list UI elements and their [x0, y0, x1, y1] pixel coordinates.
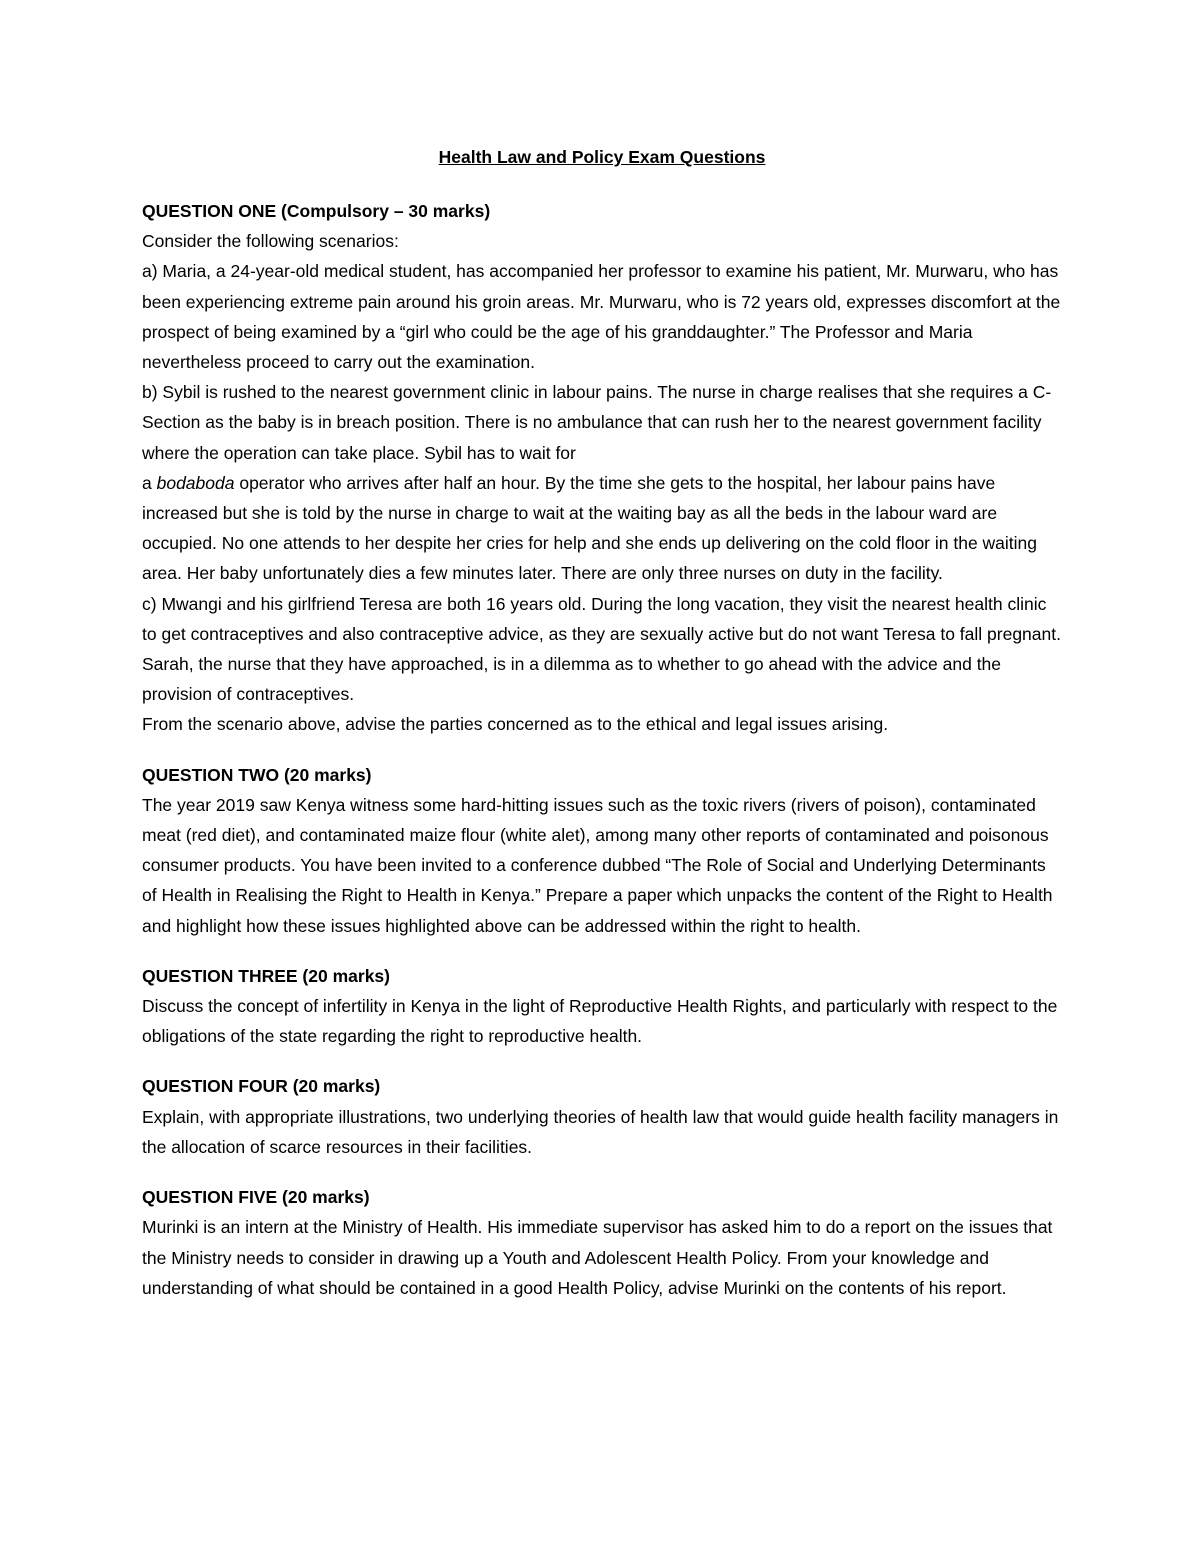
question-three-heading: QUESTION THREE (20 marks) [142, 965, 390, 986]
question-four-section [142, 1071, 1062, 1162]
scenario-b-article: a [142, 472, 157, 493]
question-five-body: Murinki is an intern at the Ministry of Health. His immediate supervisor has asked him to do a report on the issues that the Ministry needs to consider in drawing up a Youth and Adolescent Health Policy. From your knowledge and understanding of what should be contained in a good Health Policy, advise Murinki on the contents of his report. [142, 1217, 1053, 1298]
question-four-body: Explain, with appropriate illustrations, two underlying theories of health law that would guide health facility managers in the allocation of scarce resources in their facilities. [142, 1106, 1059, 1157]
scenario-b-italic-term: bodaboda [156, 472, 235, 493]
document-title: Health Law and Policy Exam Questions [438, 147, 766, 167]
question-five-heading: QUESTION FIVE (20 marks) [142, 1187, 370, 1208]
question-three-section [142, 961, 1062, 1052]
document-page [142, 142, 1062, 1303]
question-one-section [142, 196, 1062, 740]
question-two-heading: QUESTION TWO (20 marks) [142, 764, 372, 785]
question-four-heading: QUESTION FOUR (20 marks) [142, 1076, 381, 1097]
scenario-b-part2 [142, 468, 1062, 589]
scenario-b-part1: b) Sybil is rushed to the nearest government clinic in labour pains. The nurse in charge realises that she requires a C-Section as the baby is in breach position. There is no ambulance that can rush her to the nearest government facility where the operation can take place. Sybil has to wait for [142, 382, 1052, 463]
question-two-body: The year 2019 saw Kenya witness some hard-hitting issues such as the toxic rivers (rivers of poison), contaminated meat (red diet), and contaminated maize flour (white alet), among many other reports of contaminated and poisonous consumer products. You have been invited to a conference dubbed “The Role of Social and Underlying Determinants of Health in Realising the Right to Health in Kenya.” Prepare a paper which unpacks the content of the Right to Health and highlight how these issues highlighted above can be addressed within the right to health. [142, 794, 1053, 936]
scenario-c: c) Mwangi and his girlfriend Teresa are both 16 years old. During the long vacation, they visit the nearest health clinic to get contraceptives and also contraceptive advice, as they are sexually active but do not want Teresa to fall pregnant. Sarah, the nurse that they have approached, is in a dilemma as to whether to go ahead with the advice and the provision of contraceptives. [142, 593, 1061, 705]
question-one-heading: QUESTION ONE (Compulsory – 30 marks) [142, 201, 491, 221]
question-five-section [142, 1182, 1062, 1303]
question-three-body: Discuss the concept of infertility in Kenya in the light of Reproductive Health Rights, and particularly with respect to the obligations of the state regarding the right to reproductive health. [142, 996, 1058, 1047]
question-two-section [142, 760, 1062, 941]
question-one-closing: From the scenario above, advise the parties concerned as to the ethical and legal issues arising. [142, 714, 889, 735]
scenario-a: a) Maria, a 24-year-old medical student, has accompanied her professor to examine his patient, Mr. Murwaru, who has been experiencing extreme pain around his groin areas. Mr. Murwaru, who is 72 years old, expresses discomfort at the prospect of being examined by a “girl who could be the age of his granddaughter.” The Professor and Maria nevertheless proceed to carry out the examination. [142, 261, 1061, 373]
scenario-b-continuation: operator who arrives after half an hour. By the time she gets to the hospital, her labour pains have increased but she is told by the nurse in charge to wait at the waiting bay as all the beds in the labour ward are occupied. No one attends to her despite her cries for help and she ends up delivering on the cold floor in the waiting area. Her baby unfortunately dies a few minutes later. There are only three nurses on duty in the facility. [142, 472, 1038, 584]
question-one-intro: Consider the following scenarios: [142, 231, 399, 252]
